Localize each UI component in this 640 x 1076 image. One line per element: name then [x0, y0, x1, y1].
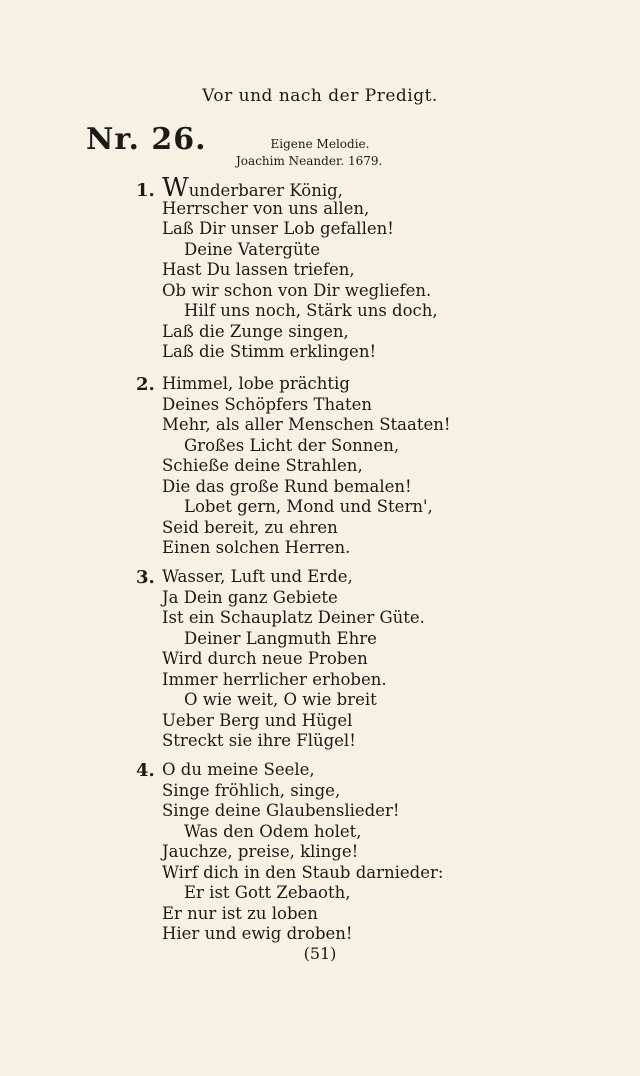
verse-line: Wirf dich in den Staub darnieder: — [162, 862, 444, 882]
verse-line: Wird durch neue Proben — [162, 649, 368, 668]
verse-line: Laß die Stimm erklingen! — [162, 342, 377, 361]
verse-line: Deines Schöpfers Thaten — [162, 394, 373, 414]
verse-number: 1. — [136, 180, 155, 201]
verse-line: Himmel, lobe prächtig — [162, 374, 350, 393]
verse-line: O du meine Seele, — [162, 760, 315, 779]
verse-line: Singe deine Glaubenslieder! — [162, 801, 400, 820]
verse-line: Wasser, Luft und Erde, — [162, 567, 353, 586]
verse-line: Laß die Zunge singen, — [162, 321, 349, 341]
verse-4 — [136, 760, 443, 945]
author-attribution: Joachim Neander. 1679. — [236, 154, 383, 168]
verse-line: Hier und ewig droben! — [162, 924, 353, 943]
verse-line: Jauchze, preise, klinge! — [162, 842, 359, 861]
verse-line: Was den Odem holet, — [184, 821, 362, 841]
verse-line: Er ist Gott Zebaoth, — [184, 883, 351, 902]
verse-line: Herrscher von uns allen, — [162, 198, 370, 218]
verse-line: Deiner Langmuth Ehre — [184, 628, 377, 648]
verse-line: Die das große Rund bemalen! — [162, 476, 412, 496]
verse-line: Hilf uns noch, Stärk uns doch, — [184, 301, 438, 320]
verse-number: 3. — [136, 567, 155, 588]
verse-line: O wie weit, O wie breit — [184, 690, 377, 709]
verse-line: Streckt sie ihre Flügel! — [162, 731, 356, 750]
section-header: Vor und nach der Predigt. — [202, 86, 438, 106]
melody-note: Eigene Melodie. — [270, 137, 370, 151]
verse-line: Deine Vatergüte — [184, 239, 321, 259]
verse-line: Wunderbarer König, — [162, 173, 343, 203]
verse-line: Mehr, als aller Menschen Staaten! — [162, 415, 451, 434]
verse-1 — [136, 173, 438, 363]
verse-line: Hast Du lassen triefen, — [162, 260, 355, 279]
page-number: (51) — [303, 944, 337, 963]
verse-line: Schieße deine Strahlen, — [162, 456, 363, 475]
verse-line: Großes Licht der Sonnen, — [184, 435, 400, 455]
verse-line: Seid bereit, zu ehren — [162, 517, 338, 537]
verse-line: Lobet gern, Mond und Stern', — [184, 497, 433, 516]
verse-3 — [136, 567, 425, 752]
verse-lines — [162, 374, 450, 559]
verse-line: Singe fröhlich, singe, — [162, 780, 341, 800]
verse-line: Ja Dein ganz Gebiete — [162, 587, 338, 607]
verse-number: 4. — [136, 760, 155, 781]
verse-line: Ist ein Schauplatz Deiner Güte. — [162, 608, 425, 627]
verse-line: Immer herrlicher erhoben. — [162, 669, 387, 689]
verse-2 — [136, 374, 450, 559]
verse-line: Ueber Berg und Hügel — [162, 710, 353, 730]
verse-line: Einen solchen Herren. — [162, 538, 351, 557]
verse-line: Er nur ist zu loben — [162, 903, 318, 923]
verse-lines — [162, 760, 443, 945]
hymn-number: Nr. 26. — [86, 122, 207, 157]
verse-lines — [162, 173, 438, 363]
verse-line: Ob wir schon von Dir wegliefen. — [162, 280, 432, 300]
verse-line: Laß Dir unser Lob gefallen! — [162, 219, 394, 238]
verse-number: 2. — [136, 374, 155, 395]
verse-lines — [162, 567, 425, 752]
